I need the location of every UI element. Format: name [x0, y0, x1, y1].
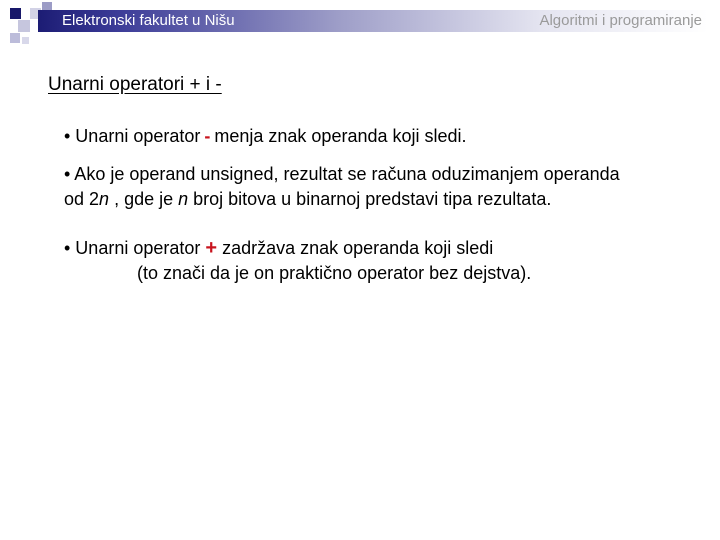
faculty-name: Elektronski fakultet u Nišu [62, 12, 235, 29]
decorative-square [10, 8, 21, 19]
variable-n: n [99, 189, 110, 209]
operator-minus: - [204, 126, 211, 146]
bullet-text: menja znak operanda koji sledi. [214, 126, 467, 146]
bullet-unary-minus [64, 124, 467, 149]
bullet-text: (to znači da je on praktično operator bez dejstva). [137, 263, 532, 283]
text-run: , gde je [109, 189, 179, 209]
bullet-text: • Unarni operator [64, 238, 206, 258]
decorative-square [10, 33, 20, 43]
course-name: Algoritmi i programiranje [539, 12, 702, 29]
slide-header [0, 0, 720, 48]
slide-title: Unarni operatori + i - [48, 74, 222, 95]
decorative-square [22, 37, 29, 44]
text-run: broj bitova u binarnoj predstavi tipa rezultata. [188, 189, 552, 209]
bullet-unary-plus [64, 236, 531, 286]
bullet-unsigned-rule [64, 162, 620, 212]
bullet-text: • Unarni operator [64, 126, 201, 146]
variable-n: n [178, 189, 189, 209]
operator-plus: + [205, 237, 218, 259]
bullet-line [64, 236, 531, 261]
bullet-text: zadržava znak operanda koji sledi [217, 238, 494, 258]
decorative-square [18, 20, 30, 32]
bullet-line: • Ako je operand unsigned, rezultat se računa oduzimanjem operanda [64, 164, 620, 184]
text-run: od 2 [64, 189, 100, 209]
bullet-line [64, 261, 531, 286]
bullet-line [64, 187, 620, 212]
